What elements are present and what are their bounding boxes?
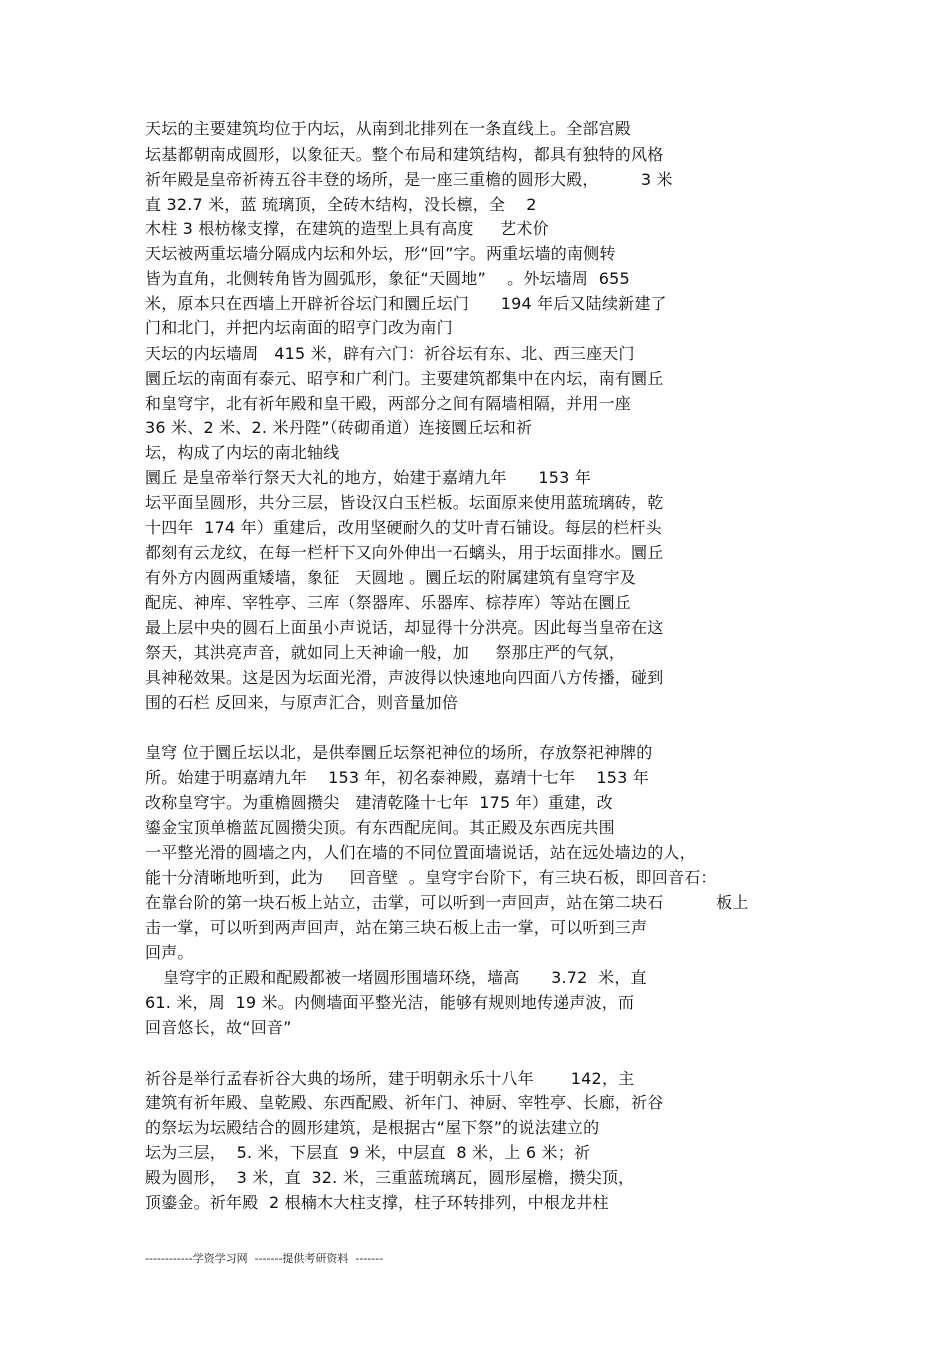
text-line: 皇穹宇的正殿和配殿都被一堵圆形围墙环绕，墙高 3.72 米，直 (163, 968, 647, 987)
text-line: 61. 米，周 19 米。内侧墙面平整光洁，能够有规则地传递声波，而 (145, 993, 635, 1012)
text-line: 皇穹 位于圜丘坛以北，是供奉圜丘坛祭祀神位的场所，存放祭祀神牌的 (145, 743, 653, 762)
text-line: 直 32.7 米，蓝 琉璃顶，全砖木结构，没长檩，全 2 (145, 195, 537, 214)
text-line: 回音悠长，故“回音” (145, 1018, 292, 1037)
text-line: 圜丘 是皇帝举行祭天大礼的地方，始建于嘉靖九年 153 年 (145, 468, 592, 487)
text-line: 一平整光滑的圆墙之内，人们在墙的不同位置面墙说话，站在远处墙边的人， (145, 843, 696, 862)
text-line: 皆为直角，北侧转角皆为圆弧形，象征“天圆地” 。外坛墙周 655 (145, 269, 630, 288)
text-line: 所。始建于明嘉靖九年 153 年，初名泰神殿，嘉靖十七年 153 年 (145, 768, 649, 787)
text-line: 祈年殿是皇帝祈祷五谷丰登的场所，是一座三重檐的圆形大殿， 3 米 (145, 170, 673, 189)
text-line: 坛基都朝南成圆形，以象征天。整个布局和建筑结构，都具有独特的风格 (145, 145, 664, 164)
text-line: 鎏金宝顶单檐蓝瓦圆攒尖顶。有东西配庑间。其正殿及东西庑共围 (145, 818, 615, 837)
text-line: 击一掌，可以听到两声回声，站在第三块石板上击一掌，可以听到三声 (145, 918, 648, 937)
text-line: 祈谷是举行孟春祈谷大典的场所，建于明朝永乐十八年 142，主 (145, 1069, 635, 1088)
text-line: 在靠台阶的第一块石板上站立，击掌，可以听到一声回声，站在第二块石 板上 (145, 893, 749, 912)
text-line: 天坛的内坛墙周 415 米，辟有六门：祈谷坛有东、北、西三座天门 (145, 344, 635, 363)
text-line: 有外方内圆两重矮墙，象征 天圆地 。圜丘坛的附属建筑有皇穹宇及 (145, 568, 636, 587)
text-line: 十四年 174 年）重建后，改用坚硬耐久的艾叶青石铺设。每层的栏杆头 (145, 518, 662, 537)
text-line: 围的石栏 反回来，与原声汇合，则音量加倍 (145, 693, 459, 712)
text-line: 最上层中央的圆石上面虽小声说话，却显得十分洪亮。因此每当皇帝在这 (145, 618, 664, 637)
text-line: 天坛的主要建筑均位于内坛，从南到北排列在一条直线上。全部宫殿 (145, 119, 632, 138)
text-line: 祭天，其洪亮声音，就如同上天神谕一般，加 祭那庄严的气氛， (145, 643, 626, 662)
text-line: 圜丘坛的南面有泰元、昭亨和广利门。主要建筑都集中在内坛，南有圜丘 (145, 369, 664, 388)
text-line: 的祭坛为坛殿结合的圆形建筑，是根据古“屋下祭”的说法建立的 (145, 1118, 600, 1137)
text-line: 坛平面呈圆形，共分三层，皆设汉白玉栏板。坛面原来使用蓝琉璃砖，乾 (145, 493, 664, 512)
text-line: 殿为圆形， 3 米，直 32. 米，三重蓝琉璃瓦，圆形屋檐，攒尖顶， (145, 1168, 635, 1187)
text-line: 配庑、神库、宰牲亭、三库（祭器库、乐器库、棕荐库）等站在圜丘 (145, 593, 632, 612)
text-line: 坛，构成了内坛的南北轴线 (145, 443, 340, 462)
text-line: 门和北门，并把内坛南面的昭亨门改为南门 (145, 318, 453, 337)
text-line: 回声。 (145, 943, 194, 962)
text-line: 木柱 3 根枋椽支撑，在建筑的造型上具有高度 艺术价 (145, 219, 549, 238)
text-line: 顶鎏金。祈年殿 2 根楠木大柱支撑，柱子环转排列，中根龙井柱 (145, 1193, 609, 1212)
text-line: 米，原本只在西墙上开辟祈谷坛门和圜丘坛门 194 年后又陆续新建了 (145, 294, 667, 313)
text-line: 改称皇穹宇。为重檐圆攒尖 建清乾隆十七年 175 年）重建，改 (145, 793, 613, 812)
text-line: 天坛被两重坛墙分隔成内坛和外坛，形“回”字。两重坛墙的南侧转 (145, 244, 616, 263)
text-line: 能十分清晰地听到，此为 回音壁 。皇穹宇台阶下，有三块石板，即回音石： (145, 868, 717, 887)
text-line: 具神秘效果。这是因为坛面光滑，声波得以快速地向四面八方传播，碰到 (145, 668, 664, 687)
text-line: 和皇穹宇，北有祈年殿和皇干殿，两部分之间有隔墙相隔，并用一座 (145, 394, 632, 413)
text-line: 坛为三层， 5. 米，下层直 9 米，中层直 8 米，上 6 米；祈 (145, 1143, 591, 1162)
text-line: 都刻有云龙纹，在每一栏杆下又向外伸出一石螭头，用于坛面排水。圜丘 (145, 543, 664, 562)
text-line: 36 米、2 米、2. 米丹陛”（砖砌甬道）连接圜丘坛和祈 (145, 418, 533, 437)
text-line: 建筑有祈年殿、皇乾殿、东西配殿、祈年门、神厨、宰牲亭、长廊，祈谷 (145, 1093, 664, 1112)
page-footer: ------------学资学习网 -------提供考研资料 ------- (145, 1252, 384, 1265)
